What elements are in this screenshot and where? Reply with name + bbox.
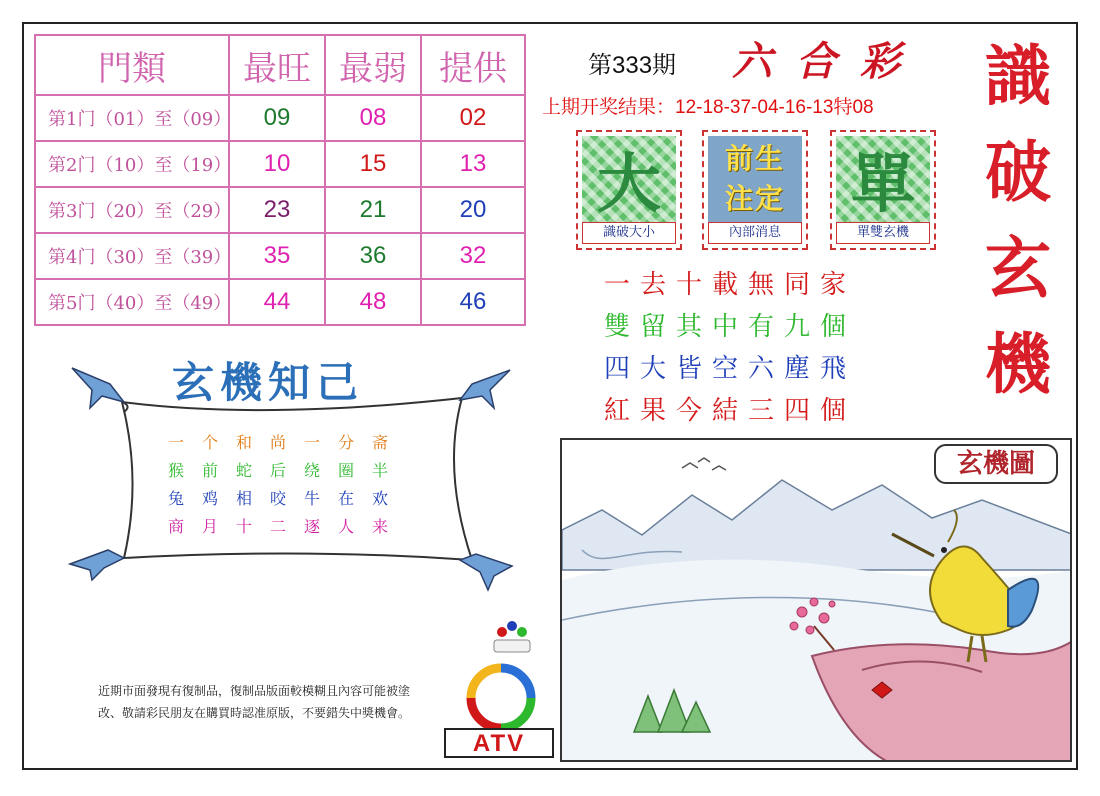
vertical-title [968, 28, 1068, 412]
mosaic-image [836, 136, 930, 222]
mosaic-image [582, 136, 676, 222]
vertical-title-char: 機 [985, 325, 1051, 403]
scroll-line: 兔鸡相咬牛在欢 [168, 489, 407, 508]
pick-number: 20 [421, 187, 525, 233]
bird-icon [70, 550, 124, 580]
header-provided: 提供 [421, 35, 525, 95]
box-caption: 內部消息 [708, 222, 802, 244]
hot-number: 09 [229, 95, 325, 141]
table-row [35, 279, 525, 325]
table-header-row [35, 35, 525, 95]
cold-number: 08 [325, 95, 421, 141]
cold-number: 36 [325, 233, 421, 279]
cold-number: 15 [325, 141, 421, 187]
box-line: 前生 [724, 142, 785, 175]
poem-line: 雙留其中有九個 [604, 312, 857, 342]
bird-icon [460, 554, 512, 590]
poem-line: 紅果今結三四個 [604, 396, 857, 426]
pick-number: 46 [421, 279, 525, 325]
header-weakest: 最弱 [325, 35, 421, 95]
box-odd-even [830, 130, 936, 250]
vertical-title-char: 玄 [985, 229, 1051, 307]
picture-tag: 玄機圖 [934, 444, 1058, 484]
notice-line: 近期市面發現有復制品，復制品版面較模糊且內容可能被塗 [97, 684, 410, 698]
atv-logo-text: ATV [444, 728, 554, 758]
poem-line: 四大皆空六塵飛 [604, 354, 857, 384]
box-inside-news [702, 130, 808, 250]
cold-number: 21 [325, 187, 421, 233]
pick-number: 02 [421, 95, 525, 141]
landscape-illustration [562, 440, 1072, 762]
hot-number: 23 [229, 187, 325, 233]
issue-number: 第333期 [588, 52, 677, 79]
hot-number: 35 [229, 233, 325, 279]
cold-number: 48 [325, 279, 421, 325]
box-char: 單 [851, 147, 915, 222]
hot-number: 10 [229, 141, 325, 187]
table-row [35, 95, 525, 141]
fate-image [708, 136, 802, 222]
row-label: 第3门（20）至（29） [35, 187, 229, 233]
box-caption: 識破大小 [582, 222, 676, 244]
table-row [35, 233, 525, 279]
notice-line: 改、敬請彩民朋友在購買時認准原版，不要錯失中獎機會。 [97, 706, 410, 720]
scroll-title: 玄機知己 [172, 358, 365, 407]
row-label: 第4门（30）至（39） [35, 233, 229, 279]
brand-title: 六合彩 [732, 38, 924, 85]
row-label: 第1门（01）至（09） [35, 95, 229, 141]
box-line: 注定 [724, 182, 785, 215]
scroll-line: 商月十二逐人来 [168, 517, 407, 536]
scroll-line: 一个和尚一分斋 [168, 433, 407, 452]
header-hottest: 最旺 [229, 35, 325, 95]
riddle-picture [560, 438, 1072, 762]
hot-number: 44 [229, 279, 325, 325]
box-size-hint [576, 130, 682, 250]
notice-text [54, 680, 454, 724]
header-category: 門類 [35, 35, 229, 95]
vertical-title-char: 識 [985, 37, 1051, 115]
row-label: 第5门（40）至（49） [35, 279, 229, 325]
table-row [35, 141, 525, 187]
pick-number: 32 [421, 233, 525, 279]
table-row [35, 187, 525, 233]
box-char: 大 [597, 147, 661, 222]
poem-line: 一去十載無同家 [604, 270, 857, 300]
bird-icon [460, 370, 510, 408]
bird-icon [72, 368, 124, 408]
previous-result: 上期开奖结果：12-18-37-04-16-13特08 [542, 97, 874, 118]
scroll-line: 猴前蛇后绕圈半 [168, 461, 407, 480]
row-label: 第2门（10）至（19） [35, 141, 229, 187]
prediction-table [34, 34, 526, 326]
box-caption: 單雙玄機 [836, 222, 930, 244]
pick-number: 13 [421, 141, 525, 187]
small-lottery-logo [488, 612, 536, 658]
vertical-title-char: 破 [985, 133, 1051, 211]
